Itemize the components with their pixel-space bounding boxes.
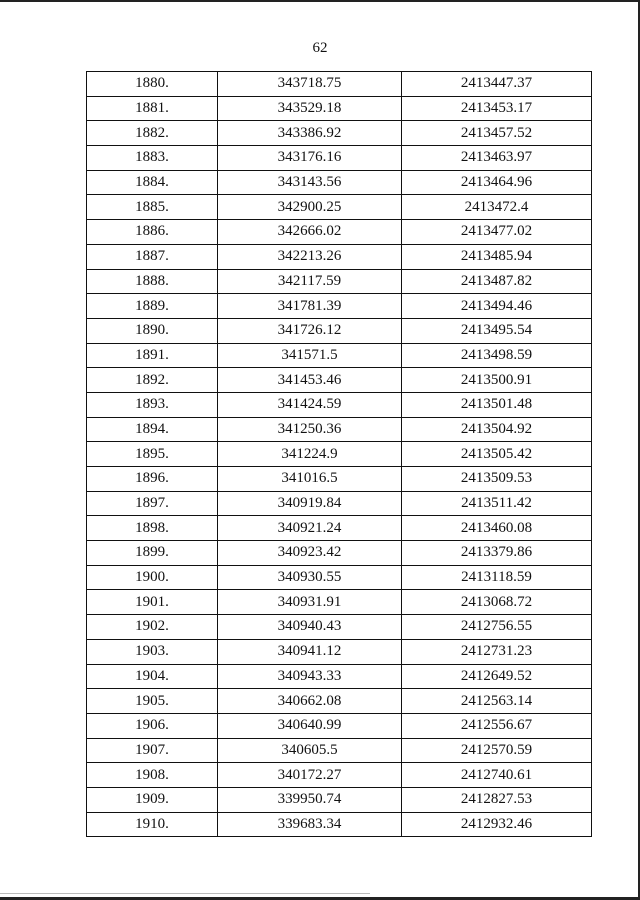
point-number-cell: 1889. <box>87 294 218 319</box>
table-row <box>87 318 592 343</box>
table-row <box>87 417 592 442</box>
y-coordinate-cell: 2413472.4 <box>402 195 592 220</box>
point-number-cell: 1898. <box>87 516 218 541</box>
table-row <box>87 738 592 763</box>
table-row <box>87 541 592 566</box>
y-coordinate-cell: 2413463.97 <box>402 146 592 171</box>
point-number-cell: 1894. <box>87 417 218 442</box>
coordinate-table <box>86 71 592 837</box>
point-number-cell: 1884. <box>87 170 218 195</box>
y-coordinate-cell: 2413477.02 <box>402 220 592 245</box>
table-row <box>87 639 592 664</box>
y-coordinate-cell: 2413509.53 <box>402 467 592 492</box>
y-coordinate-cell: 2413498.59 <box>402 343 592 368</box>
point-number-cell: 1883. <box>87 146 218 171</box>
x-coordinate-cell: 340662.08 <box>218 689 402 714</box>
table-row <box>87 664 592 689</box>
x-coordinate-cell: 340940.43 <box>218 615 402 640</box>
y-coordinate-cell: 2413505.42 <box>402 442 592 467</box>
point-number-cell: 1891. <box>87 343 218 368</box>
x-coordinate-cell: 343143.56 <box>218 170 402 195</box>
point-number-cell: 1901. <box>87 590 218 615</box>
point-number-cell: 1881. <box>87 96 218 121</box>
x-coordinate-cell: 341453.46 <box>218 368 402 393</box>
table-row <box>87 491 592 516</box>
table-row <box>87 467 592 492</box>
x-coordinate-cell: 343386.92 <box>218 121 402 146</box>
x-coordinate-cell: 340930.55 <box>218 565 402 590</box>
y-coordinate-cell: 2413485.94 <box>402 244 592 269</box>
x-coordinate-cell: 339683.34 <box>218 812 402 837</box>
table-row <box>87 368 592 393</box>
table-row <box>87 195 592 220</box>
point-number-cell: 1899. <box>87 541 218 566</box>
y-coordinate-cell: 2413379.86 <box>402 541 592 566</box>
table-row <box>87 146 592 171</box>
x-coordinate-cell: 342900.25 <box>218 195 402 220</box>
y-coordinate-cell: 2412556.67 <box>402 713 592 738</box>
table-row <box>87 269 592 294</box>
x-coordinate-cell: 341224.9 <box>218 442 402 467</box>
x-coordinate-cell: 340943.33 <box>218 664 402 689</box>
point-number-cell: 1900. <box>87 565 218 590</box>
point-number-cell: 1890. <box>87 318 218 343</box>
table-row <box>87 72 592 97</box>
x-coordinate-cell: 340172.27 <box>218 763 402 788</box>
y-coordinate-cell: 2412740.61 <box>402 763 592 788</box>
table-row <box>87 170 592 195</box>
x-coordinate-cell: 340923.42 <box>218 541 402 566</box>
table-row <box>87 615 592 640</box>
table-row <box>87 590 592 615</box>
y-coordinate-cell: 2412756.55 <box>402 615 592 640</box>
table-row <box>87 763 592 788</box>
table-row <box>87 220 592 245</box>
y-coordinate-cell: 2412731.23 <box>402 639 592 664</box>
x-coordinate-cell: 341781.39 <box>218 294 402 319</box>
page-number: 62 <box>312 40 328 56</box>
point-number-cell: 1885. <box>87 195 218 220</box>
table-row <box>87 565 592 590</box>
table-row <box>87 244 592 269</box>
y-coordinate-cell: 2413460.08 <box>402 516 592 541</box>
point-number-cell: 1903. <box>87 639 218 664</box>
y-coordinate-cell: 2413494.46 <box>402 294 592 319</box>
x-coordinate-cell: 343529.18 <box>218 96 402 121</box>
x-coordinate-cell: 341016.5 <box>218 467 402 492</box>
y-coordinate-cell: 2412932.46 <box>402 812 592 837</box>
point-number-cell: 1904. <box>87 664 218 689</box>
point-number-cell: 1906. <box>87 713 218 738</box>
y-coordinate-cell: 2413118.59 <box>402 565 592 590</box>
x-coordinate-cell: 340640.99 <box>218 713 402 738</box>
x-coordinate-cell: 340919.84 <box>218 491 402 516</box>
table-row <box>87 689 592 714</box>
point-number-cell: 1882. <box>87 121 218 146</box>
x-coordinate-cell: 339950.74 <box>218 787 402 812</box>
y-coordinate-cell: 2413447.37 <box>402 72 592 97</box>
table-row <box>87 294 592 319</box>
y-coordinate-cell: 2413504.92 <box>402 417 592 442</box>
x-coordinate-cell: 342213.26 <box>218 244 402 269</box>
point-number-cell: 1902. <box>87 615 218 640</box>
point-number-cell: 1886. <box>87 220 218 245</box>
point-number-cell: 1887. <box>87 244 218 269</box>
table-row <box>87 787 592 812</box>
x-coordinate-cell: 342117.59 <box>218 269 402 294</box>
table-row <box>87 392 592 417</box>
point-number-cell: 1892. <box>87 368 218 393</box>
point-number-cell: 1880. <box>87 72 218 97</box>
point-number-cell: 1907. <box>87 738 218 763</box>
y-coordinate-cell: 2412827.53 <box>402 787 592 812</box>
x-coordinate-cell: 340605.5 <box>218 738 402 763</box>
x-coordinate-cell: 341250.36 <box>218 417 402 442</box>
y-coordinate-cell: 2413068.72 <box>402 590 592 615</box>
y-coordinate-cell: 2413500.91 <box>402 368 592 393</box>
x-coordinate-cell: 343176.16 <box>218 146 402 171</box>
point-number-cell: 1908. <box>87 763 218 788</box>
y-coordinate-cell: 2412563.14 <box>402 689 592 714</box>
y-coordinate-cell: 2412649.52 <box>402 664 592 689</box>
x-coordinate-cell: 340921.24 <box>218 516 402 541</box>
point-number-cell: 1888. <box>87 269 218 294</box>
y-coordinate-cell: 2413511.42 <box>402 491 592 516</box>
scan-border-top <box>0 0 640 2</box>
x-coordinate-cell: 341726.12 <box>218 318 402 343</box>
table-row <box>87 343 592 368</box>
point-number-cell: 1897. <box>87 491 218 516</box>
point-number-cell: 1895. <box>87 442 218 467</box>
point-number-cell: 1909. <box>87 787 218 812</box>
y-coordinate-cell: 2412570.59 <box>402 738 592 763</box>
y-coordinate-cell: 2413464.96 <box>402 170 592 195</box>
table-row <box>87 121 592 146</box>
point-number-cell: 1910. <box>87 812 218 837</box>
table-row <box>87 713 592 738</box>
x-coordinate-cell: 340931.91 <box>218 590 402 615</box>
coordinate-table-body <box>87 72 592 837</box>
point-number-cell: 1905. <box>87 689 218 714</box>
table-row <box>87 442 592 467</box>
point-number-cell: 1896. <box>87 467 218 492</box>
x-coordinate-cell: 342666.02 <box>218 220 402 245</box>
x-coordinate-cell: 340941.12 <box>218 639 402 664</box>
table-row <box>87 96 592 121</box>
y-coordinate-cell: 2413495.54 <box>402 318 592 343</box>
point-number-cell: 1893. <box>87 392 218 417</box>
y-coordinate-cell: 2413453.17 <box>402 96 592 121</box>
y-coordinate-cell: 2413487.82 <box>402 269 592 294</box>
table-row <box>87 812 592 837</box>
x-coordinate-cell: 341424.59 <box>218 392 402 417</box>
x-coordinate-cell: 341571.5 <box>218 343 402 368</box>
x-coordinate-cell: 343718.75 <box>218 72 402 97</box>
y-coordinate-cell: 2413501.48 <box>402 392 592 417</box>
y-coordinate-cell: 2413457.52 <box>402 121 592 146</box>
table-row <box>87 516 592 541</box>
scan-artifact-line <box>0 893 370 894</box>
